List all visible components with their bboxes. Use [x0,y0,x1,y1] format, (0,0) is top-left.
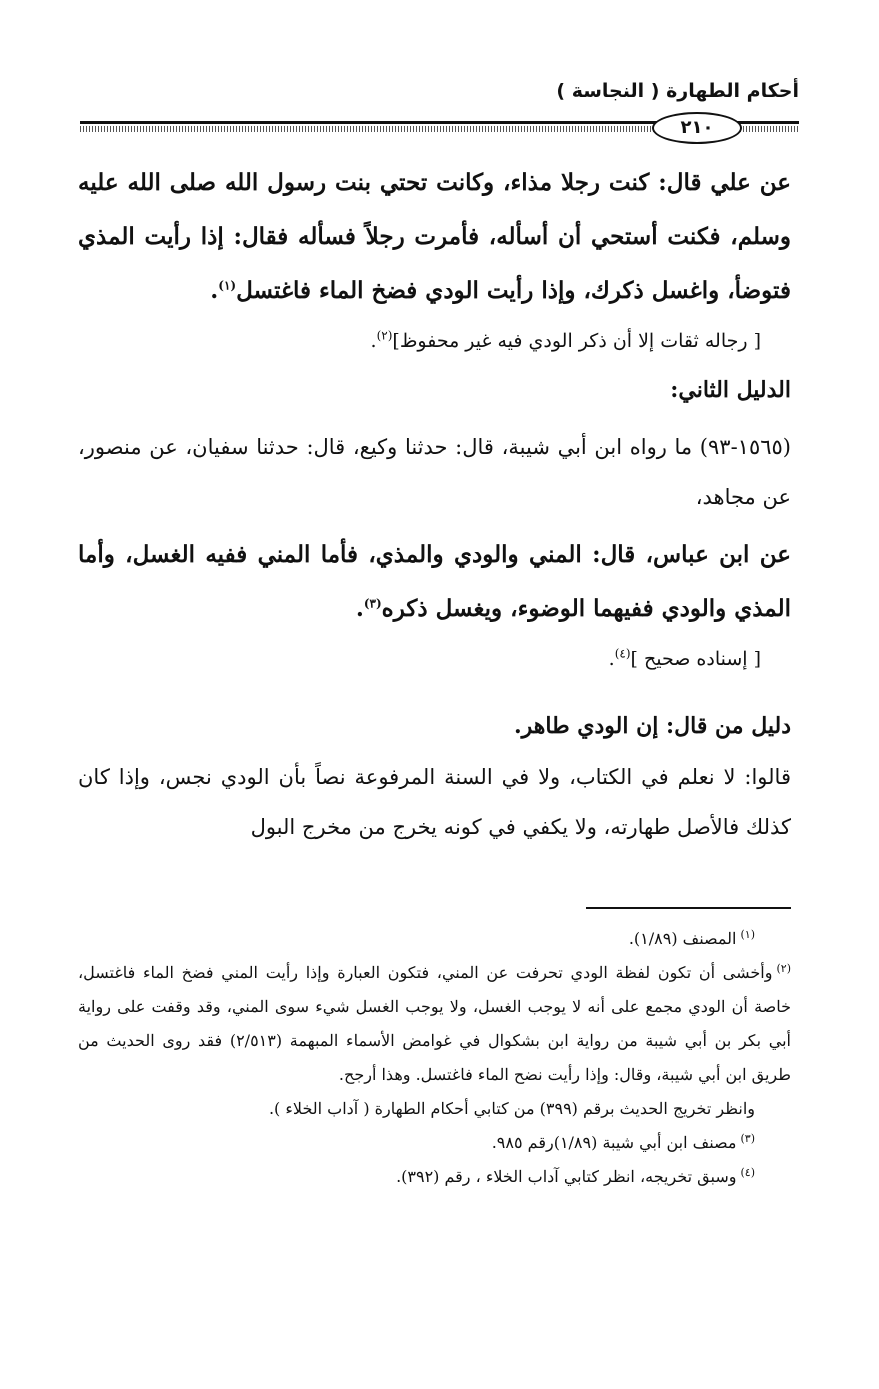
period: . [608,648,615,670]
grading-note-1-text: [ رجاله ثقات إلا أن ذكر الودي فيه غير محفوظ] [392,330,761,352]
footnote-text: وانظر تخريج الحديث برقم (٣٩٩) من كتابي أحكام الطهارة ( آداب الخلاء ). [268,1099,755,1118]
period: . [370,330,377,352]
section-heading-wadi-pure: دليل من قال: إن الودي طاهر. [513,713,791,739]
footnote-number: (١) [740,927,755,941]
grading-note-2 [78,636,761,682]
grading-note-1 [78,318,761,364]
footnote-ref-2[interactable]: (٢) [376,328,393,343]
footnote-number: (٢) [776,961,791,975]
footnote-4 [78,1160,755,1194]
isnad-paragraph: (١٥٦٥-٩٣) ما رواه ابن أبي شيبة، قال: حدثنا وكيع، قال: حدثنا سفيان، عن منصور، عن مجاهد، [78,435,791,509]
footnote-text: مصنف ابن أبي شيبة (١/٨٩)رقم ٩٨٥. [491,1133,737,1152]
footnote-text: المصنف (١/٨٩). [628,929,737,948]
argument-paragraph: قالوا: لا نعلم في الكتاب، ولا في السنة المرفوعة نصاً بأن الودي نجس، وإذا كان كذلك فالأصل طهارته، ولا يكفي في كونه يخرج من مخرج البول [78,765,791,839]
period: . [355,595,364,622]
header-rule [80,112,799,142]
hadith-ali-text: عن علي قال: كنت رجلا مذاء، وكانت تحتي بنت رسول الله صلى الله عليه وسلم، فكنت أستحي أن أسأله، فأمرت رجلاً فسأله فقال: إذا رأيت المذي فتوضأ، واغسل ذكرك، وإذا رأيت الودي فضخ الماء فاغتسل [78,169,792,304]
section-heading-second-evidence: الدليل الثاني: [670,377,791,403]
footnote-ref-1[interactable]: (١) [218,278,237,293]
grading-note-2-text: [ إسناده صحيح ] [630,648,761,670]
footnote-2 [78,956,791,1092]
running-title: أحكام الطهارة ( النجاسة ) [556,80,799,102]
footnote-2-continued [78,1092,755,1126]
main-text [78,156,791,852]
footnotes [78,922,791,1194]
footnote-separator [586,907,791,909]
footnote-3 [78,1126,755,1160]
footnote-ref-3[interactable]: (٣) [363,596,382,611]
hadith-ali [78,156,791,318]
page-number: ٢١٠ [652,112,742,144]
footnote-ref-4[interactable]: (٤) [614,646,631,661]
spacer [78,682,791,700]
footnote-1 [78,922,755,956]
footnote-number: (٣) [740,1131,755,1145]
footnote-text: وأخشى أن تكون لفظة الودي تحرفت عن المني، فتكون العبارة وإذا رأيت المني فضخ الماء فاغتسل، خاصة أن الودي مجمع على أنه لا يوجب الغسل، ولا يوجب الغسل شيء سوى المني، وقد وقفت على رواية أبي بكر بن أبي شيبة من رواية ابن بشكوال في غوامض الأسماء المبهمة (٢/٥١٣) فقد روى الحديث من طريق ابن أبي شيبة، وقال: وإذا رأيت نضح الماء فاغتسل. وهذا أرجح. [78,963,791,1084]
footnote-text: وسبق تخريجه، انظر كتابي آداب الخلاء ، رقم (٣٩٢). [396,1167,737,1186]
hadith-ibn-abbas-text: عن ابن عباس، قال: المني والودي والمذي، فأما المني ففيه الغسل، وأما المذي والودي ففيهما الوضوء، ويغسل ذكره [78,541,791,622]
footnote-number: (٤) [740,1165,755,1179]
hadith-ibn-abbas [78,528,791,636]
period: . [210,277,219,304]
